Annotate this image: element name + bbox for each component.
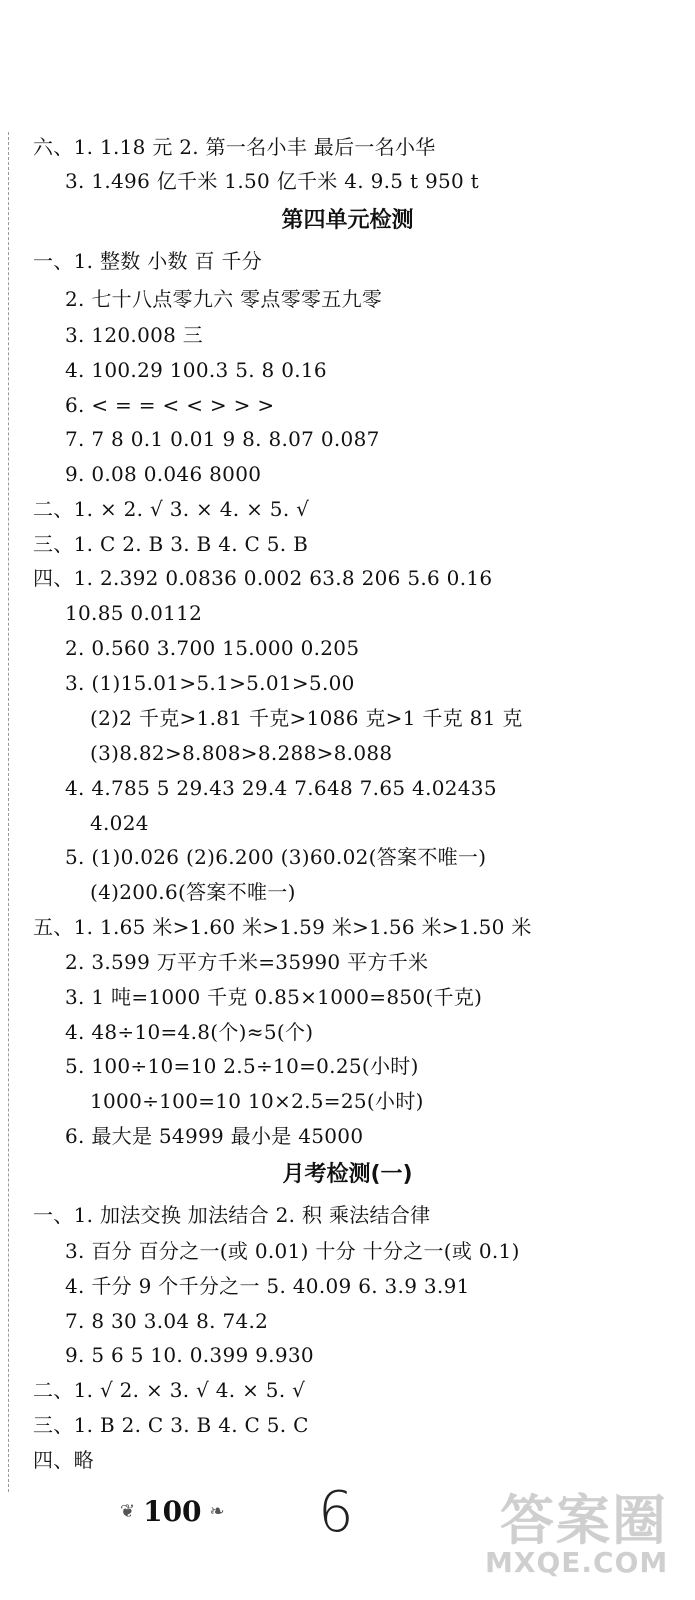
answer-line: 一、1. 加法交换 加法结合 2. 积 乘法结合律 [33,1203,431,1227]
answer-line: 四、1. 2.392 0.0836 0.002 63.8 206 5.6 0.16 [33,566,493,590]
leaf-ornament-icon: ❦ [120,1501,136,1522]
answer-line: 3. (1)15.01>5.1>5.01>5.00 [65,671,355,695]
watermark-logo-text: 答案圈 [500,1489,668,1552]
answer-line: 5. (1)0.026 (2)6.200 (3)60.02(答案不唯一) [65,845,487,869]
answer-line: 3. 百分 百分之一(或 0.01) 十分 十分之一(或 0.1) [65,1239,520,1263]
watermark [485,1478,690,1590]
answer-line: 4. 48÷10=4.8(个)≈5(个) [65,1020,314,1044]
answer-line: 3. 120.008 三 [65,323,204,347]
answer-line: 二、1. √ 2. × 3. √ 4. × 5. √ [33,1378,306,1402]
answer-line: 9. 0.08 0.046 8000 [65,462,262,486]
page-footer [120,1492,225,1532]
answer-line: (2)2 千克>1.81 千克>1086 克>1 千克 81 克 [90,706,523,730]
answer-line: 二、1. × 2. √ 3. × 4. × 5. √ [33,497,310,521]
section-title: 第四单元检测 [281,208,414,233]
answer-line: 四、略 [33,1448,94,1472]
answer-line: 1000÷100=10 10×2.5=25(小时) [90,1089,424,1113]
answer-line: 2. 3.599 万平方千米=35990 平方千米 [65,950,429,974]
answer-line: 五、1. 1.65 米>1.60 米>1.59 米>1.56 米>1.50 米 [33,915,532,939]
page-number: 100 [143,1495,202,1528]
margin-dashed-line [8,132,9,1492]
answer-line: 3. 1.496 亿千米 1.50 亿千米 4. 9.5 t 950 t [65,169,480,193]
answer-line: 2. 七十八点零九六 零点零零五九零 [65,287,383,311]
answer-line: 7. 7 8 0.1 0.01 9 8. 8.07 0.087 [65,427,380,451]
answer-line: (4)200.6(答案不唯一) [90,880,296,904]
leaf-ornament-icon: ❧ [209,1501,225,1522]
answer-line: 9. 5 6 5 10. 0.399 9.930 [65,1343,314,1367]
watermark-url: MXQE.COM [485,1546,669,1579]
answer-line: 三、1. B 2. C 3. B 4. C 5. C [33,1413,309,1437]
answer-line: 2. 0.560 3.700 15.000 0.205 [65,636,360,660]
answer-line: (3)8.82>8.808>8.288>8.088 [90,741,393,765]
handwritten-mark: 6 [318,1480,354,1545]
answer-line: 10.85 0.0112 [65,601,203,625]
answer-line: 一、1. 整数 小数 百 千分 [33,249,263,273]
answer-line: 六、1. 1.18 元 2. 第一名小丰 最后一名小华 [33,135,436,159]
answer-line: 4. 4.785 5 29.43 29.4 7.648 7.65 4.02435 [65,776,497,800]
answer-line: 3. 1 吨=1000 千克 0.85×1000=850(千克) [65,985,483,1009]
answer-line: 4. 100.29 100.3 5. 8 0.16 [65,358,327,382]
answer-line: 4. 千分 9 个千分之一 5. 40.09 6. 3.9 3.91 [65,1274,470,1298]
section-title: 月考检测(一) [282,1162,413,1187]
answer-line: 三、1. C 2. B 3. B 4. C 5. B [33,532,309,556]
answer-line: 6. < = = < < > > > [65,393,275,417]
answer-line: 7. 8 30 3.04 8. 74.2 [65,1309,269,1333]
answer-line: 5. 100÷10=10 2.5÷10=0.25(小时) [65,1054,419,1078]
answer-line: 4.024 [90,811,149,835]
answer-line: 6. 最大是 54999 最小是 45000 [65,1124,364,1148]
